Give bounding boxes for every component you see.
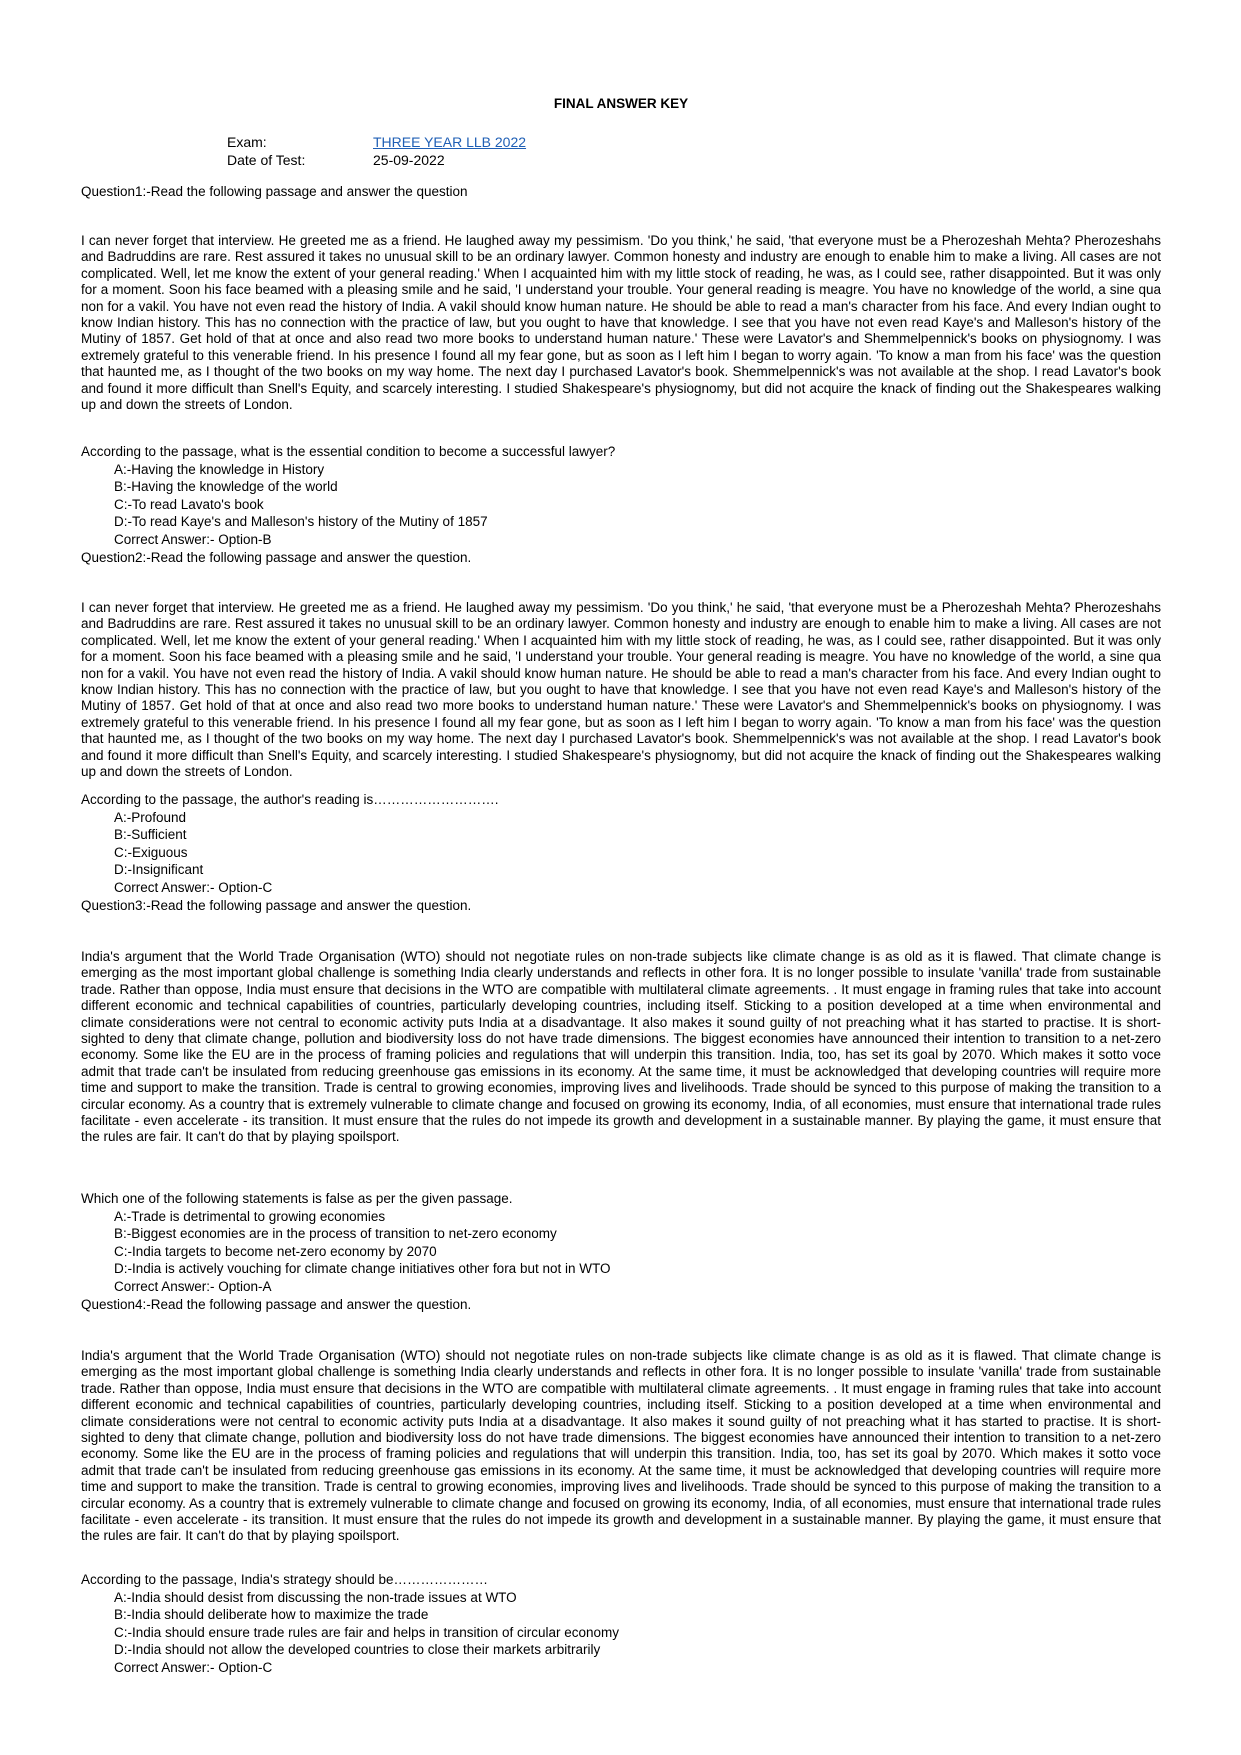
question-block bbox=[81, 443, 1161, 566]
question-stem: According to the passage, India's strategy should be………………… bbox=[81, 1572, 489, 1587]
option-a: A:-Having the knowledge in History bbox=[114, 461, 325, 477]
question-block bbox=[81, 1571, 1161, 1677]
correct-answer: Correct Answer:- Option-C bbox=[114, 1659, 273, 1675]
option-c: C:-India should ensure trade rules are fair and helps in transition of circular economy bbox=[114, 1624, 620, 1640]
question-passage: I can never forget that interview. He greeted me as a friend. He laughed away my pessimism. 'Do you think,' he said, 'that everyone must be a Pherozeshah Mehta? Pherozeshahs and Badruddins are rare. Rest assured it takes no unusual skill to be an ordinary lawyer. Common honesty and industry are enough to enable him to make a living. All cases are not complicated. Well, let me know the extent of your general reading.' When I acquainted him with my little stock of reading, he was, as I could see, rather disappointed. But it was only for a moment. Soon his face beamed with a pleasing smile and he said, 'I understand your trouble. Your general reading is meagre. You have no knowledge of the world, a sine qua non for a vakil. You have not even read the history of India. A vakil should know human nature. He should be able to read a man's character from his face. And every Indian ought to know Indian history. This has no connection with the practice of law, but you ought to have that knowledge. I see that you have not even read Kaye's and Malleson's history of the Mutiny of 1857. Get hold of that at once and also read two more books to understand human nature.' These were Lavator's and Shemmelpennick's books on physiognomy. I was extremely grateful to this venerable friend. In his presence I found all my fear gone, but as soon as I left him I began to worry again. 'To know a man from his face' was the question that haunted me, as I thought of the two books on my way home. The next day I purchased Lavator's book. Shemmelpennick's was not available at the shop. I read Lavator's book and found it more difficult than Snell's Equity, and scarcely interesting. I studied Shakespeare's physiognomy, but did not acquire the knack of finding out the Shakespeares walking up and down the streets of London. bbox=[81, 600, 1161, 780]
option-a: A:-India should desist from discussing the non-trade issues at WTO bbox=[114, 1589, 517, 1605]
question-heading: Question4:-Read the following passage and answer the question. bbox=[81, 1296, 472, 1312]
option-c: C:-India targets to become net-zero economy by 2070 bbox=[114, 1243, 437, 1259]
date-label: Date of Test: bbox=[227, 152, 306, 168]
option-d: D:-India should not allow the developed countries to close their markets arbitrarily bbox=[114, 1642, 601, 1658]
option-b: B:-Sufficient bbox=[114, 827, 187, 843]
exam-info bbox=[227, 133, 526, 169]
question-heading: Question1:-Read the following passage and answer the question bbox=[81, 184, 468, 199]
option-a: A:-Trade is detrimental to growing economies bbox=[114, 1208, 386, 1224]
option-d: D:-India is actively vouching for climate change initiatives other fora but not in WTO bbox=[114, 1261, 611, 1277]
correct-answer: Correct Answer:- Option-C bbox=[114, 879, 273, 895]
correct-answer: Correct Answer:- Option-A bbox=[114, 1278, 272, 1294]
question-heading: Question3:-Read the following passage and answer the question. bbox=[81, 897, 472, 913]
question-stem: According to the passage, the author's reading is………………………. bbox=[81, 792, 499, 807]
exam-link[interactable]: THREE YEAR LLB 2022 bbox=[373, 134, 527, 150]
question-passage: India's argument that the World Trade Organisation (WTO) should not negotiate rules on non-trade subjects like climate change is as old as it is flawed. That climate change is emerging as the most important global challenge is something India clearly understands and reflects in other fora. It is no longer possible to insulate 'vanilla' trade from sustainable trade. Rather than oppose, India must ensure that decisions in the WTO are compatible with multilateral climate agreements. . It must engage in framing rules that take into account different economic and technical capabilities of countries, particularly developing countries, including itself. Sticking to a position developed at a time when environmental and climate considerations were not central to economic activity puts India at a disadvantage. It also makes it sound guilty of not preaching what it has started to practise. It is short-sighted to deny that climate change, pollution and biodiversity loss do not have trade dimensions. The biggest economies have announced their intention to transition to a net-zero economy. Some like the EU are in the process of framing policies and regulations that will underpin this transition. India, too, has set its goal by 2070. Which makes it sotto voce admit that trade can't be insulated from reducing greenhouse gas emissions in its economy. At the same time, it must be acknowledged that developing countries will require more time and support to make the transition. Trade is central to growing economies, improving lives and livelihoods. Trade should be synced to this purpose of making the transition to a circular economy. As a country that is extremely vulnerable to climate change and focused on growing its economy, India, of all economies, must ensure that international trade rules facilitate - even accelerate - its transition. It must ensure that the rules do not impede its growth and development in a sustainable manner. By playing the game, it must ensure that the rules are fair. It can't do that by playing spoilsport. bbox=[81, 949, 1161, 1145]
exam-label: Exam: bbox=[227, 134, 267, 150]
question-stem: Which one of the following statements is false as per the given passage. bbox=[81, 1191, 513, 1206]
question-passage: India's argument that the World Trade Organisation (WTO) should not negotiate rules on non-trade subjects like climate change is as old as it is flawed. That climate change is emerging as the most important global challenge is something India clearly understands and reflects in other fora. It is no longer possible to insulate 'vanilla' trade from sustainable trade. Rather than oppose, India must ensure that decisions in the WTO are compatible with multilateral climate agreements. . It must engage in framing rules that take into account different economic and technical capabilities of countries, particularly developing countries, including itself. Sticking to a position developed at a time when environmental and climate considerations were not central to economic activity puts India at a disadvantage. It also makes it sound guilty of not preaching what it has started to practise. It is short-sighted to deny that climate change, pollution and biodiversity loss do not have trade dimensions. The biggest economies have announced their intention to transition to a net-zero economy. Some like the EU are in the process of framing policies and regulations that will underpin this transition. India, too, has set its goal by 2070. Which makes it sotto voce admit that trade can't be insulated from reducing greenhouse gas emissions in its economy. At the same time, it must be acknowledged that developing countries will require more time and support to make the transition. Trade is central to growing economies, improving lives and livelihoods. Trade should be synced to this purpose of making the transition to a circular economy. As a country that is extremely vulnerable to climate change and focused on growing its economy, India, of all economies, must ensure that international trade rules facilitate - even accelerate - its transition. It must ensure that the rules do not impede its growth and development in a sustainable manner. By playing the game, it must ensure that the rules are fair. It can't do that by playing spoilsport. bbox=[81, 1348, 1161, 1544]
option-c: C:-Exiguous bbox=[114, 844, 188, 860]
question-stem: According to the passage, what is the essential condition to become a successful lawyer? bbox=[81, 444, 616, 459]
correct-answer: Correct Answer:- Option-B bbox=[114, 531, 272, 547]
option-b: B:-India should deliberate how to maximize the trade bbox=[114, 1607, 429, 1623]
question-passage: I can never forget that interview. He greeted me as a friend. He laughed away my pessimism. 'Do you think,' he said, 'that everyone must be a Pherozeshah Mehta? Pherozeshahs and Badruddins are rare. Rest assured it takes no unusual skill to be an ordinary lawyer. Common honesty and industry are enough to enable him to make a living. All cases are not complicated. Well, let me know the extent of your general reading.' When I acquainted him with my little stock of reading, he was, as I could see, rather disappointed. But it was only for a moment. Soon his face beamed with a pleasing smile and he said, 'I understand your trouble. Your general reading is meagre. You have no knowledge of the world, a sine qua non for a vakil. You have not even read the history of India. A vakil should know human nature. He should be able to read a man's character from his face. And every Indian ought to know Indian history. This has no connection with the practice of law, but you ought to have that knowledge. I see that you have not even read Kaye's and Malleson's history of the Mutiny of 1857. Get hold of that at once and also read two more books to understand human nature.' These were Lavator's and Shemmelpennick's books on physiognomy. I was extremely grateful to this venerable friend. In his presence I found all my fear gone, but as soon as I left him I began to worry again. 'To know a man from his face' was the question that haunted me, as I thought of the two books on my way home. The next day I purchased Lavator's book. Shemmelpennick's was not available at the shop. I read Lavator's book and found it more difficult than Snell's Equity, and scarcely interesting. I studied Shakespeare's physiognomy, but did not acquire the knack of finding out the Shakespeares walking up and down the streets of London. bbox=[81, 233, 1161, 413]
option-c: C:-To read Lavato's book bbox=[114, 496, 264, 512]
option-d: D:-Insignificant bbox=[114, 862, 204, 878]
question-heading: Question2:-Read the following passage and answer the question. bbox=[81, 549, 472, 565]
question-block bbox=[81, 791, 1161, 914]
question-block bbox=[81, 1190, 1161, 1313]
page-title: FINAL ANSWER KEY bbox=[553, 96, 689, 111]
option-a: A:-Profound bbox=[114, 809, 187, 825]
option-b: B:-Biggest economies are in the process of transition to net-zero economy bbox=[114, 1226, 557, 1242]
option-b: B:-Having the knowledge of the world bbox=[114, 479, 338, 495]
option-d: D:-To read Kaye's and Malleson's history of the Mutiny of 1857 bbox=[114, 514, 488, 530]
date-value: 25-09-2022 bbox=[373, 152, 445, 168]
